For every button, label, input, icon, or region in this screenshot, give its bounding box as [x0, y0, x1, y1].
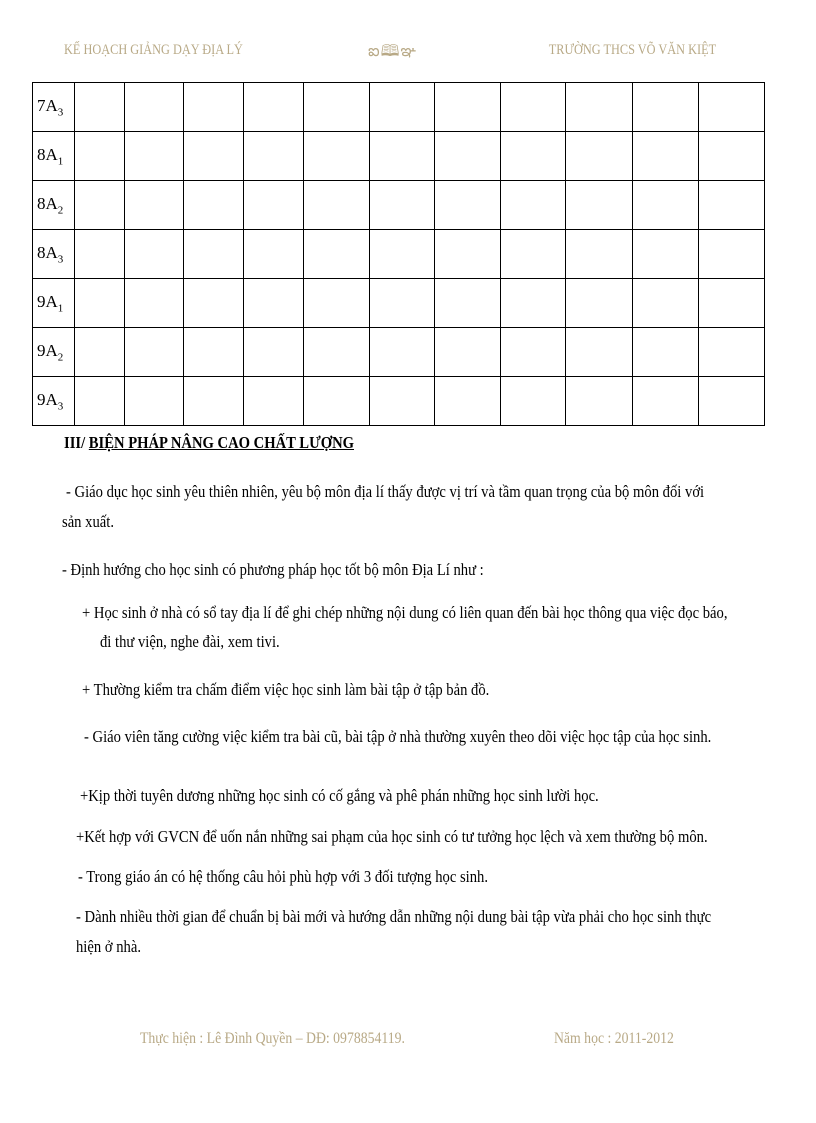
empty-cell — [435, 279, 501, 328]
class-grade: 7A — [37, 95, 58, 115]
empty-cell — [566, 230, 633, 279]
table-row — [33, 181, 765, 230]
class-section-number: 2 — [57, 351, 64, 364]
empty-cell — [633, 377, 699, 426]
header-plan-title: KẾ HOẠCH GIẢNG DẠY ĐỊA LÝ — [64, 42, 243, 58]
empty-cell — [501, 279, 566, 328]
empty-cell — [633, 83, 699, 132]
empty-cell — [75, 328, 125, 377]
empty-cell — [699, 377, 765, 426]
empty-cell — [566, 377, 633, 426]
empty-cell — [304, 377, 370, 426]
empty-cell — [699, 279, 765, 328]
table-row — [33, 377, 765, 426]
empty-cell — [125, 377, 184, 426]
measure-9-line-1: - Dành nhiều thời gian để chuẩn bị bài mới và hướng dẫn những nội dung bài tập vừa phải cho học sinh thực — [76, 907, 712, 926]
class-label-cell — [33, 328, 75, 377]
empty-cell — [75, 181, 125, 230]
empty-cell — [501, 83, 566, 132]
empty-cell — [244, 377, 304, 426]
section-heading — [64, 433, 354, 453]
measure-4: + Thường kiểm tra chấm điểm việc học sinh làm bài tập ở tập bản đồ. — [82, 680, 490, 699]
class-grade: 8A — [37, 193, 58, 213]
empty-cell — [699, 230, 765, 279]
class-label-cell — [33, 230, 75, 279]
empty-cell — [75, 83, 125, 132]
measure-3-line-2: đi thư viện, nghe đài, xem tivi. — [100, 632, 280, 651]
empty-cell — [244, 83, 304, 132]
footer-school-year: Năm học : 2011-2012 — [554, 1030, 674, 1047]
class-label-cell — [33, 377, 75, 426]
header-school-name: TRƯỜNG THCS VÕ VĂN KIỆT — [548, 42, 716, 58]
empty-cell — [435, 181, 501, 230]
class-grade-table — [32, 82, 765, 426]
empty-cell — [633, 181, 699, 230]
empty-cell — [244, 328, 304, 377]
measure-5: - Giáo viên tăng cường việc kiểm tra bài cũ, bài tập ở nhà thường xuyên theo dõi việc học tập của học sinh. — [84, 727, 712, 746]
empty-cell — [501, 377, 566, 426]
class-label-cell — [33, 279, 75, 328]
section-number: III/ — [64, 433, 86, 452]
empty-cell — [435, 230, 501, 279]
empty-cell — [370, 328, 435, 377]
empty-cell — [633, 328, 699, 377]
measure-1-line-2: sản xuất. — [62, 512, 114, 531]
empty-cell — [184, 328, 244, 377]
measure-8: - Trong giáo án có hệ thống câu hỏi phù hợp với 3 đối tượng học sinh. — [78, 867, 488, 886]
measure-2: - Định hướng cho học sinh có phương pháp học tốt bộ môn Địa Lí như : — [62, 560, 484, 579]
table-row — [33, 230, 765, 279]
empty-cell — [244, 132, 304, 181]
empty-cell — [699, 181, 765, 230]
empty-cell — [304, 132, 370, 181]
class-label-cell — [33, 181, 75, 230]
empty-cell — [184, 181, 244, 230]
empty-cell — [75, 132, 125, 181]
footer-author: Thực hiện : Lê Đình Quyền – DĐ: 0978854119. — [140, 1030, 405, 1047]
empty-cell — [304, 279, 370, 328]
empty-cell — [633, 230, 699, 279]
empty-cell — [699, 83, 765, 132]
empty-cell — [501, 230, 566, 279]
empty-cell — [566, 328, 633, 377]
empty-cell — [304, 83, 370, 132]
empty-cell — [304, 181, 370, 230]
empty-cell — [501, 181, 566, 230]
measure-9-line-2: hiện ở nhà. — [76, 937, 141, 956]
empty-cell — [125, 83, 184, 132]
class-grade: 9A — [37, 291, 58, 311]
class-grade: 9A — [37, 340, 58, 360]
table-row — [33, 83, 765, 132]
class-grade: 8A — [37, 144, 58, 164]
page-header — [0, 38, 816, 62]
measure-6: +Kịp thời tuyên dương những học sinh có cố gắng và phê phán những học sinh lười học. — [80, 786, 599, 805]
class-section-number: 3 — [57, 400, 64, 413]
empty-cell — [75, 377, 125, 426]
empty-cell — [370, 181, 435, 230]
class-section-number: 1 — [57, 155, 64, 168]
class-section-number: 2 — [57, 204, 64, 217]
table-row — [33, 132, 765, 181]
class-section-number: 3 — [57, 253, 64, 266]
class-grade: 8A — [37, 242, 58, 262]
empty-cell — [370, 279, 435, 328]
empty-cell — [501, 328, 566, 377]
empty-cell — [244, 230, 304, 279]
empty-cell — [370, 230, 435, 279]
empty-cell — [184, 132, 244, 181]
empty-cell — [184, 230, 244, 279]
class-section-number: 3 — [57, 106, 64, 119]
empty-cell — [566, 279, 633, 328]
empty-cell — [370, 377, 435, 426]
empty-cell — [184, 83, 244, 132]
empty-cell — [304, 230, 370, 279]
empty-cell — [435, 83, 501, 132]
measure-1-line-1: - Giáo dục học sinh yêu thiên nhiên, yêu bộ môn địa lí thấy được vị trí và tầm quan trọng của bộ môn đối với — [66, 482, 705, 501]
empty-cell — [435, 132, 501, 181]
section-title-text: BIỆN PHÁP NÂNG CAO CHẤT LƯỢNG — [88, 433, 355, 452]
empty-cell — [125, 230, 184, 279]
empty-cell — [435, 328, 501, 377]
empty-cell — [184, 377, 244, 426]
empty-cell — [125, 328, 184, 377]
header-ornament-icon: ఐ🕮ఞ — [368, 43, 418, 60]
empty-cell — [633, 132, 699, 181]
measure-3-line-1: + Học sinh ở nhà có sổ tay địa lí để ghi chép những nội dung có liên quan đến bài học thông qua việc đọc báo, — [82, 603, 728, 622]
empty-cell — [633, 279, 699, 328]
empty-cell — [125, 132, 184, 181]
empty-cell — [75, 279, 125, 328]
class-grade: 9A — [37, 389, 58, 409]
empty-cell — [304, 328, 370, 377]
empty-cell — [125, 181, 184, 230]
empty-cell — [125, 279, 184, 328]
measure-7: +Kết hợp với GVCN để uốn nắn những sai phạm của học sinh có tư tưởng học lệch và xem thường bộ môn. — [76, 827, 708, 846]
empty-cell — [370, 83, 435, 132]
empty-cell — [566, 181, 633, 230]
empty-cell — [501, 132, 566, 181]
empty-cell — [435, 377, 501, 426]
empty-cell — [566, 83, 633, 132]
empty-cell — [244, 181, 304, 230]
table-row — [33, 328, 765, 377]
empty-cell — [184, 279, 244, 328]
class-label-cell — [33, 132, 75, 181]
empty-cell — [75, 230, 125, 279]
class-section-number: 1 — [57, 302, 64, 315]
empty-cell — [699, 328, 765, 377]
empty-cell — [244, 279, 304, 328]
class-label-cell — [33, 83, 75, 132]
empty-cell — [699, 132, 765, 181]
table-row — [33, 279, 765, 328]
empty-cell — [566, 132, 633, 181]
empty-cell — [370, 132, 435, 181]
